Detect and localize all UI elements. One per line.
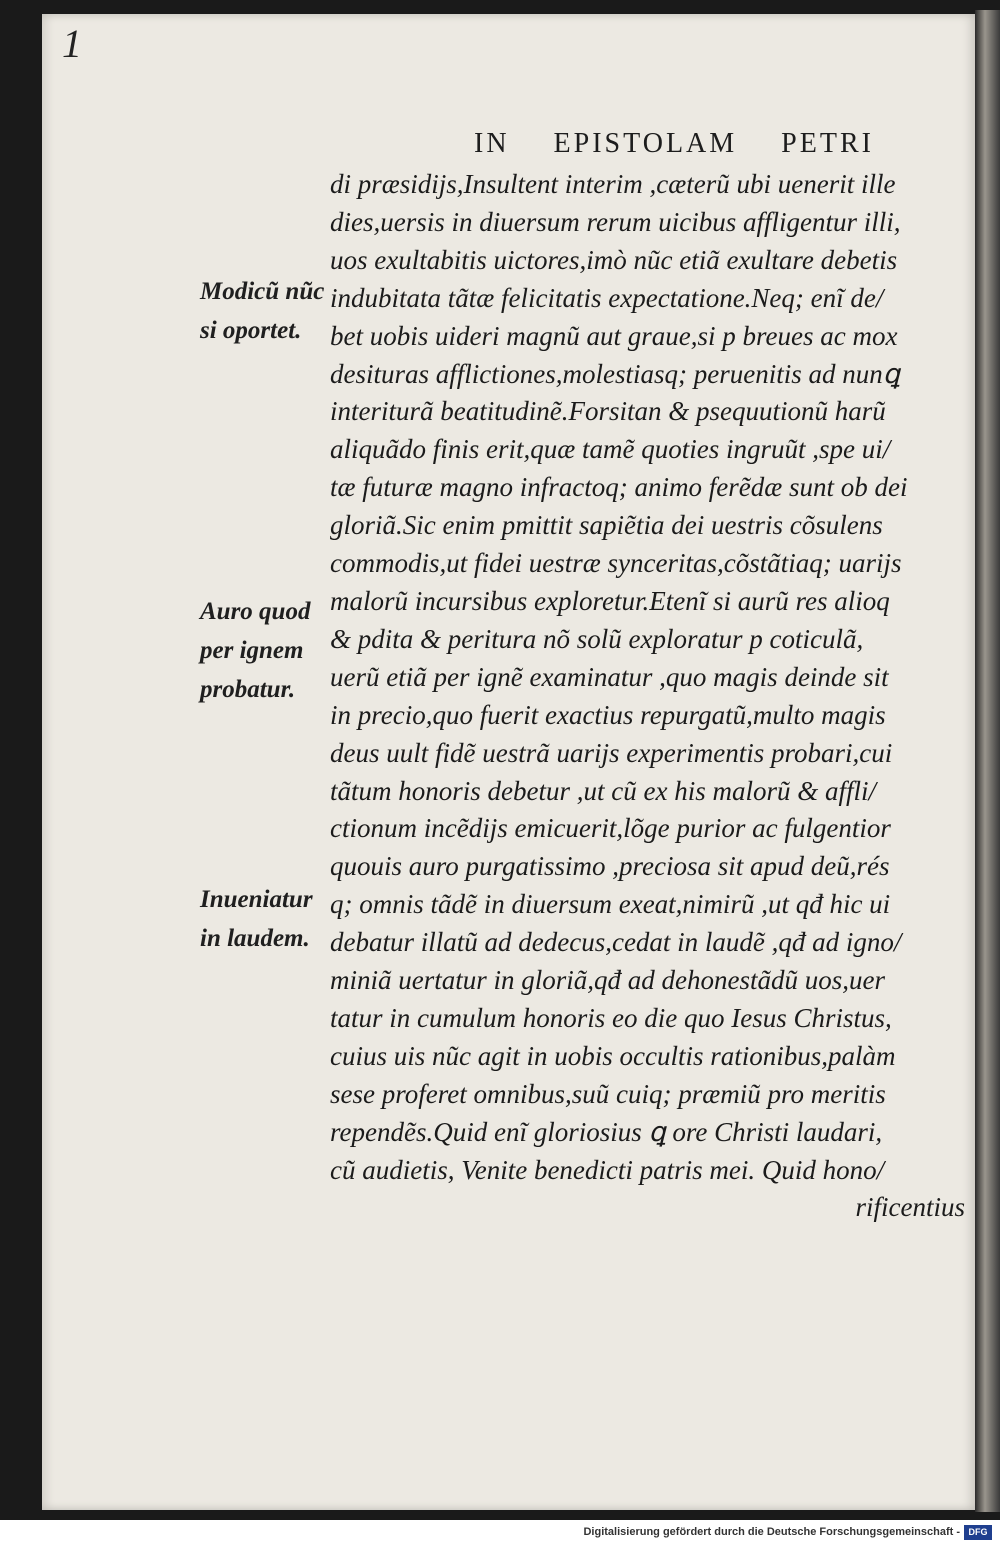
body-text xyxy=(330,166,965,1227)
marginal-note-auro xyxy=(200,592,350,709)
text-line: indubitata tãtæ felicitatis expectatione.Neq; enĩ de/ xyxy=(330,282,884,313)
text-line: cuius uis nũc agit in uobis occultis rationibus,palàm xyxy=(330,1040,896,1071)
text-line: sese proferet omnibus,suũ cuiq; præmiũ pro meritis xyxy=(330,1078,886,1109)
text-line: miniã uertatur in gloriã,qđ ad dehonestãdũ uos,uer xyxy=(330,965,885,996)
funding-credit: Digitalisierung gefördert durch die Deutsche Forschungsgemeinschaft - xyxy=(583,1526,960,1538)
text-line: deus uult fidẽ uestrã uarijs experimentis probari,cui xyxy=(330,737,893,768)
text-line: cũ audietis, Venite benedicti patris mei. Quid hono/ xyxy=(330,1154,885,1185)
text-line: interiturã beatitudinẽ.Forsitan & psequutionũ harũ xyxy=(330,396,886,427)
text-line: commodis,ut fidei uestræ synceritas,cõstãtiaq; uarijs xyxy=(330,548,902,579)
catchword: rificentius xyxy=(855,1192,965,1223)
marginal-note-line: in laudem. xyxy=(200,925,310,952)
page-edge xyxy=(975,10,1000,1512)
text-line: desituras afflictiones,molestiasq; peruenitis ad nunꝗ xyxy=(330,358,900,389)
text-line: debatur illatũ ad dedecus,cedat in laudẽ ,qđ ad igno/ xyxy=(330,927,902,958)
text-line: tæ futuræ magno infractoq; animo ferẽdæ sunt ob dei xyxy=(330,472,908,503)
footer-bar xyxy=(0,1520,1000,1548)
running-head-word: IN xyxy=(474,128,510,159)
marginal-note-line: si oportet. xyxy=(200,317,302,344)
text-line: gloriã.Sic enim pmittit sapiẽtia dei uestris cõsulens xyxy=(330,510,883,541)
text-line: tatur in cumulum honoris eo die quo Iesus Christus, xyxy=(330,1002,892,1033)
marginal-note-line: probatur. xyxy=(200,676,296,703)
text-line: rependẽs.Quid enĩ gloriosius ꝗ ore Christi laudari, xyxy=(330,1116,883,1147)
running-head-word: PETRI xyxy=(781,128,874,159)
folio-number: 1 xyxy=(62,21,82,66)
text-line: q; omnis tãdẽ in diuersum exeat,nimirũ ,ut qđ hic ui xyxy=(330,889,891,920)
text-line: aliquãdo finis erit,quæ tamẽ quoties ingruũt ,spe ui/ xyxy=(330,434,891,465)
marginal-note-modicum xyxy=(200,272,350,350)
marginal-note-line: Modicũ nũc xyxy=(200,278,325,305)
text-line: malorũ incursibus exploretur.Etenĩ si aurũ res alioq xyxy=(330,585,890,616)
text-line: tãtum honoris debetur ,ut cũ ex his malorũ & affli/ xyxy=(330,775,876,806)
text-line: uos exultabitis uictores,imò nũc etiã exultare debetis xyxy=(330,244,898,275)
running-head xyxy=(474,128,874,160)
text-line: ctionum incẽdijs emicuerit,lõge purior ac fulgentior xyxy=(330,813,891,844)
marginal-note-line: Auro quod xyxy=(200,598,311,625)
running-head-word: EPISTOLAM xyxy=(553,128,738,159)
marginal-note-inueniatur xyxy=(200,880,350,958)
text-line: in precio,quo fuerit exactius repurgatũ,multo magis xyxy=(330,699,886,730)
text-line: dies,uersis in diuersum rerum uicibus affligentur illi, xyxy=(330,206,901,237)
dfg-logo: DFG xyxy=(964,1525,992,1540)
text-line: quouis auro purgatissimo ,preciosa sit apud deũ,rés xyxy=(330,851,890,882)
text-line: bet uobis uideri magnũ aut graue,si p breues ac mox xyxy=(330,320,898,351)
text-line: uerũ etiã per ignẽ examinatur ,quo magis deinde sit xyxy=(330,661,889,692)
marginal-note-line: per ignem xyxy=(200,637,304,664)
text-line: & pdita & peritura nõ solũ exploratur p coticulã, xyxy=(330,623,864,654)
text-line: di præsidijs,Insultent interim ,cæterũ ubi uenerit ille xyxy=(330,169,896,199)
marginal-note-line: Inueniatur xyxy=(200,886,313,913)
